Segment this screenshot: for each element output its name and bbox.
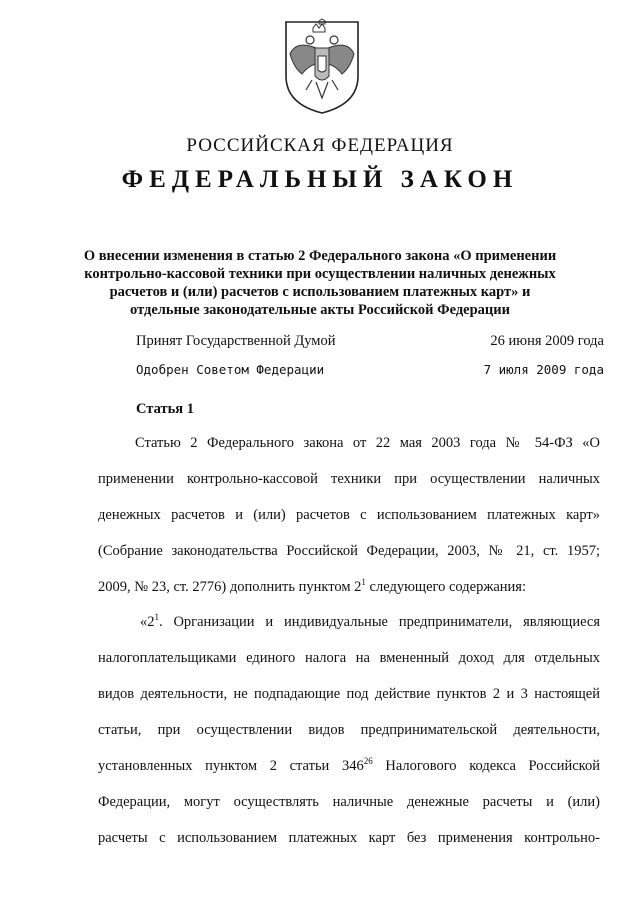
line-text: «2	[140, 614, 155, 630]
paragraph-line: Статью 2 Федерального закона от 22 мая 2003 года № 54-ФЗ «О	[135, 435, 600, 451]
article-paragraph-1	[98, 434, 600, 614]
paragraph-line: денежных расчетов и (или) расчетов с использованием платежных карт»	[98, 507, 600, 523]
adopted-date: 26 июня 2009 года	[490, 333, 604, 349]
line-text: . Организации и индивидуальные предприниматели, являющиеся	[159, 614, 600, 630]
article-paragraph-2	[98, 613, 600, 865]
law-title-line: контрольно-кассовой техники при осуществлении наличных денежных	[84, 266, 556, 282]
paragraph-line	[98, 757, 600, 793]
paragraph-line: применении контрольно-кассовой техники при осуществлении наличных	[98, 471, 600, 487]
country-heading: РОССИЙСКАЯ ФЕДЕРАЦИЯ	[186, 135, 454, 156]
superscript: 1	[154, 612, 159, 623]
paragraph-line: видов деятельности, не подпадающие под действие пунктов 2 и 3 настоящей	[98, 686, 600, 702]
law-title-line: расчетов и (или) расчетов с использованием платежных карт» и	[109, 284, 531, 300]
line-text: следующего содержания:	[365, 579, 526, 595]
paragraph-line	[98, 613, 600, 649]
superscript: 1	[361, 577, 366, 588]
line-text: установленных пунктом 2 статьи 346	[98, 758, 364, 774]
law-title	[80, 247, 560, 319]
paragraph-line: (Собрание законодательства Российской Федерации, 2003, № 21, ст. 1957;	[98, 543, 600, 559]
line-text: Налогового кодекса Российской	[372, 758, 600, 774]
paragraph-line: Федерации, могут осуществлять наличные денежные расчеты и (или)	[98, 794, 600, 810]
line-text: 2009, № 23, ст. 2776) дополнить пунктом 2	[98, 579, 362, 595]
paragraph-line: налогоплательщиками единого налога на вмененный доход для отдельных	[98, 650, 600, 666]
law-title-line: отдельные законодательные акты Российской Федерации	[130, 302, 510, 318]
law-title-line: О внесении изменения в статью 2 Федерального закона «О применении	[83, 248, 557, 264]
superscript: 26	[363, 756, 373, 767]
approved-label: Одобрен Советом Федерации	[136, 362, 325, 377]
article-heading: Статья 1	[136, 401, 194, 417]
adopted-label: Принят Государственной Думой	[136, 333, 336, 349]
coat-of-arms-icon	[282, 18, 362, 116]
paragraph-line: статьи, при осуществлении видов предпринимательской деятельности,	[98, 722, 600, 738]
paragraph-line	[98, 578, 600, 614]
approved-date: 7 июля 2009 года	[483, 362, 604, 377]
paragraph-line: расчеты с использованием платежных карт без применения контрольно-	[98, 830, 600, 846]
law-type-heading: ФЕДЕРАЛЬНЫЙ ЗАКОН	[121, 166, 519, 193]
